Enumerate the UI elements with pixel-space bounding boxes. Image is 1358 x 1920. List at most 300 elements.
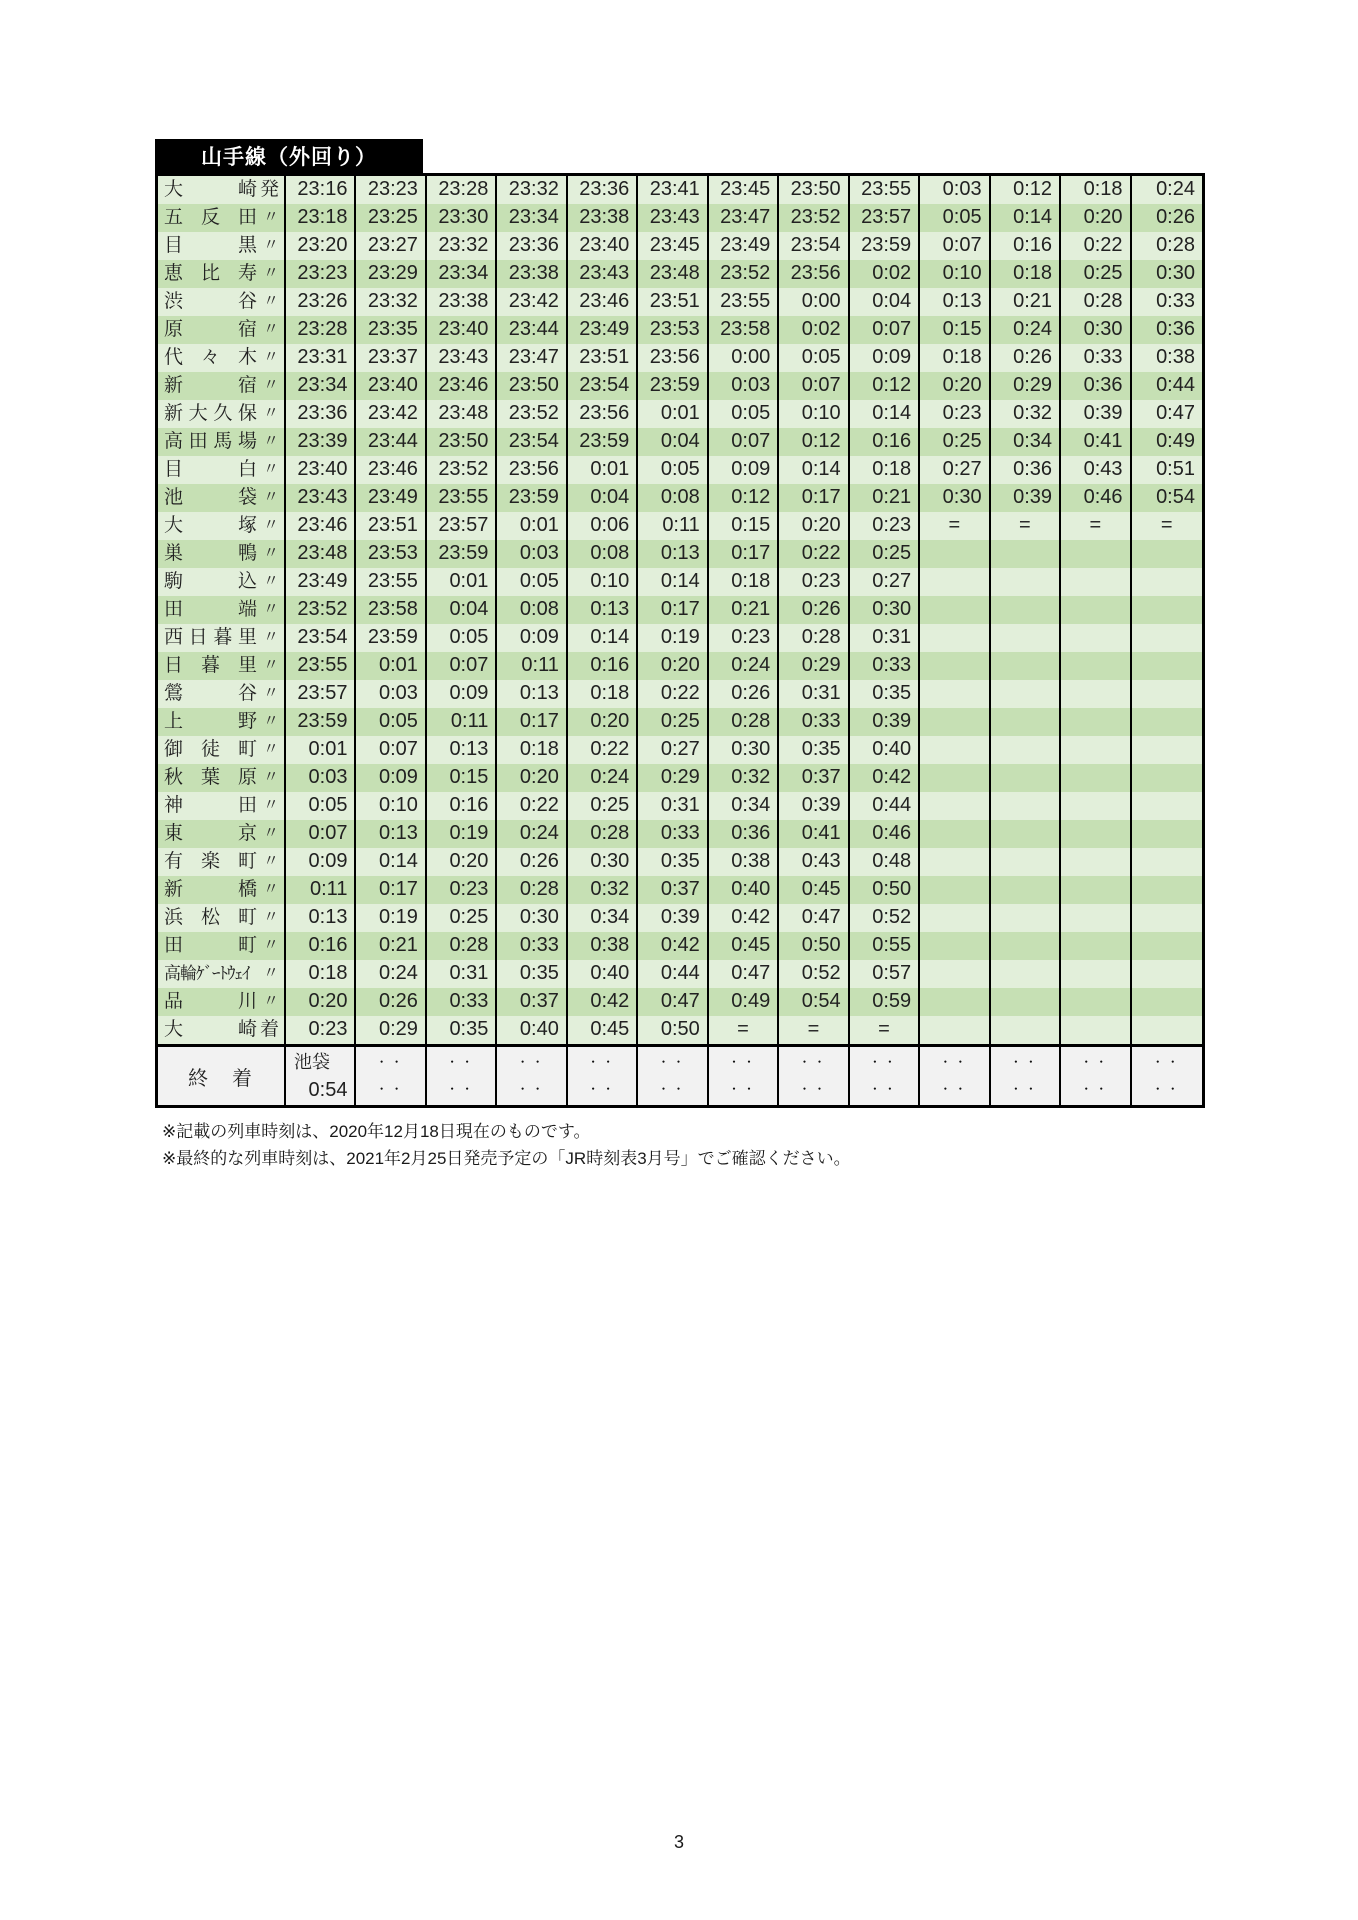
- time-cell: 0:13: [286, 904, 356, 932]
- station-suffix: 発: [259, 179, 279, 200]
- station-row: [158, 456, 1202, 484]
- time-cell: 0:34: [709, 792, 779, 820]
- time-cell: [991, 708, 1061, 736]
- station-suffix: 〃: [262, 741, 279, 758]
- station-row: [158, 848, 1202, 876]
- time-cell: 23:36: [568, 176, 638, 204]
- time-cell: 0:17: [638, 596, 708, 624]
- time-cell: 0:18: [991, 260, 1061, 288]
- time-cell: 0:36: [991, 456, 1061, 484]
- station-name-cell: 高 田 馬 場 〃: [158, 428, 286, 456]
- station-suffix: 〃: [262, 713, 279, 730]
- time-cell: 23:58: [356, 596, 426, 624]
- time-cell: 23:51: [568, 344, 638, 372]
- station-row: [158, 652, 1202, 680]
- time-cell: 0:35: [497, 960, 567, 988]
- page-number: 3: [673, 1832, 684, 1852]
- station-name-cell: 代 々 木 〃: [158, 344, 286, 372]
- time-cell: 0:05: [920, 204, 990, 232]
- station-name-cell: 上 野 〃: [158, 708, 286, 736]
- time-cell: 0:27: [638, 736, 708, 764]
- station-suffix: 〃: [262, 517, 279, 534]
- time-cell: 0:33: [850, 652, 920, 680]
- time-cell: [1061, 680, 1131, 708]
- time-cell: 0:31: [638, 792, 708, 820]
- time-cell: 23:52: [427, 456, 497, 484]
- time-cell: 0:50: [850, 876, 920, 904]
- time-cell: 23:51: [638, 288, 708, 316]
- time-cell: [920, 960, 990, 988]
- time-cell: 0:18: [286, 960, 356, 988]
- time-cell: 23:56: [638, 344, 708, 372]
- time-cell: [991, 764, 1061, 792]
- time-cell: 0:17: [356, 876, 426, 904]
- time-cell: 23:46: [286, 512, 356, 540]
- time-cell: 0:31: [427, 960, 497, 988]
- time-cell: 0:44: [638, 960, 708, 988]
- station-row: [158, 680, 1202, 708]
- time-cell: 0:14: [568, 624, 638, 652]
- time-cell: 0:38: [709, 848, 779, 876]
- time-cell: [1061, 652, 1131, 680]
- time-cell: 0:07: [920, 232, 990, 260]
- time-cell: 23:31: [286, 344, 356, 372]
- terminal-dots-cell: ・・ ・・: [1151, 1055, 1182, 1096]
- time-cell: [1061, 792, 1131, 820]
- time-cell: 0:09: [427, 680, 497, 708]
- station-name-cell: 有 楽 町 〃: [158, 848, 286, 876]
- time-cell: 0:24: [709, 652, 779, 680]
- time-cell: =: [709, 1016, 779, 1044]
- time-cell: 0:18: [497, 736, 567, 764]
- time-cell: 0:37: [779, 764, 849, 792]
- time-cell: 23:41: [638, 176, 708, 204]
- time-cell: 23:36: [497, 232, 567, 260]
- station-suffix: 〃: [262, 825, 279, 842]
- time-cell: [920, 736, 990, 764]
- station-suffix: 〃: [262, 293, 279, 310]
- time-cell: 23:50: [427, 428, 497, 456]
- time-cell: 0:43: [1061, 456, 1131, 484]
- time-cell: 23:57: [286, 680, 356, 708]
- station-name-cell: 目 黒 〃: [158, 232, 286, 260]
- station-suffix: 〃: [262, 797, 279, 814]
- station-suffix: 〃: [262, 965, 279, 982]
- time-cell: 0:26: [709, 680, 779, 708]
- time-cell: 0:14: [991, 204, 1061, 232]
- station-row: [158, 596, 1202, 624]
- station-row: [158, 260, 1202, 288]
- station-name-cell: 駒 込 〃: [158, 568, 286, 596]
- time-cell: 0:32: [568, 876, 638, 904]
- time-cell: [991, 960, 1061, 988]
- time-cell: [920, 708, 990, 736]
- time-cell: 0:25: [920, 428, 990, 456]
- station-suffix: 〃: [262, 349, 279, 366]
- time-cell: 0:35: [779, 736, 849, 764]
- time-cell: 23:43: [638, 204, 708, 232]
- time-cell: 23:27: [356, 232, 426, 260]
- time-cell: [1132, 848, 1202, 876]
- terminal-dots-cell: ・・ ・・: [850, 1047, 920, 1105]
- time-cell: [1132, 680, 1202, 708]
- time-cell: 0:01: [356, 652, 426, 680]
- station-suffix: 〃: [262, 545, 279, 562]
- time-cell: 0:17: [779, 484, 849, 512]
- time-cell: 23:59: [497, 484, 567, 512]
- station-row: [158, 568, 1202, 596]
- time-cell: 0:20: [920, 372, 990, 400]
- time-cell: 23:52: [497, 400, 567, 428]
- time-cell: 0:23: [779, 568, 849, 596]
- time-cell: 0:18: [709, 568, 779, 596]
- time-cell: 0:23: [920, 400, 990, 428]
- time-cell: 0:14: [779, 456, 849, 484]
- station-name-cell: 渋 谷 〃: [158, 288, 286, 316]
- time-cell: 23:59: [568, 428, 638, 456]
- time-cell: 0:09: [497, 624, 567, 652]
- time-cell: 23:38: [427, 288, 497, 316]
- time-cell: [920, 624, 990, 652]
- time-cell: 0:20: [779, 512, 849, 540]
- terminal-destination-cell: 池袋 0:54: [286, 1047, 356, 1105]
- time-cell: 0:05: [286, 792, 356, 820]
- time-cell: 0:33: [638, 820, 708, 848]
- time-cell: 23:38: [497, 260, 567, 288]
- time-cell: 0:44: [850, 792, 920, 820]
- station-name-cell: 巣 鴨 〃: [158, 540, 286, 568]
- terminal-row: [158, 1044, 1202, 1105]
- time-cell: 23:28: [427, 176, 497, 204]
- time-cell: 0:03: [286, 764, 356, 792]
- time-cell: 0:08: [638, 484, 708, 512]
- station-row: [158, 988, 1202, 1016]
- time-cell: 23:48: [638, 260, 708, 288]
- station-row: [158, 484, 1202, 512]
- time-cell: [1061, 624, 1131, 652]
- time-cell: 0:26: [1156, 206, 1195, 228]
- station-name-cell: 神 田 〃: [158, 792, 286, 820]
- time-cell: 0:18: [920, 344, 990, 372]
- station-name-cell: 秋 葉 原 〃: [158, 764, 286, 792]
- time-cell: 0:35: [850, 680, 920, 708]
- time-cell: 0:26: [779, 596, 849, 624]
- station-row: [158, 764, 1202, 792]
- time-cell: 23:56: [779, 260, 849, 288]
- station-name-cell: 御 徒 町 〃: [158, 736, 286, 764]
- time-cell: 23:42: [497, 288, 567, 316]
- time-cell: 0:34: [991, 428, 1061, 456]
- time-cell: 0:26: [497, 848, 567, 876]
- time-cell: 0:35: [638, 848, 708, 876]
- time-cell: 0:24: [1156, 178, 1195, 200]
- station-name-cell: 日 暮 里 〃: [158, 652, 286, 680]
- time-cell: [920, 596, 990, 624]
- timetable: [155, 173, 1205, 1108]
- station-suffix: 〃: [262, 881, 279, 898]
- time-cell: 0:04: [427, 596, 497, 624]
- time-cell: 23:34: [427, 260, 497, 288]
- time-cell: 23:59: [356, 624, 426, 652]
- footnote-1: ※記載の列車時刻は、2020年12月18日現在のものです。: [162, 1122, 591, 1141]
- time-cell: 0:14: [850, 400, 920, 428]
- time-cell: 0:52: [850, 904, 920, 932]
- time-cell: =: [1061, 512, 1131, 540]
- time-cell: 23:59: [427, 540, 497, 568]
- terminal-dots-cell: ・・ ・・: [568, 1047, 638, 1105]
- time-cell: 0:54: [1156, 486, 1195, 508]
- footnotes: [162, 1118, 851, 1172]
- time-cell: 0:30: [1156, 262, 1195, 284]
- time-cell: 0:33: [1061, 344, 1131, 372]
- time-cell: 0:15: [920, 316, 990, 344]
- time-cell: 0:23: [850, 512, 920, 540]
- time-cell: 0:38: [568, 932, 638, 960]
- time-cell: 0:10: [356, 792, 426, 820]
- station-suffix: 〃: [262, 657, 279, 674]
- time-cell: [920, 540, 990, 568]
- time-cell: [1061, 960, 1131, 988]
- time-cell: =: [850, 1016, 920, 1044]
- time-cell: 0:03: [920, 176, 990, 204]
- time-cell: =: [991, 512, 1061, 540]
- station-row: [158, 708, 1202, 736]
- time-cell: 0:42: [568, 988, 638, 1016]
- time-cell: 0:05: [779, 344, 849, 372]
- time-cell: 0:07: [356, 736, 426, 764]
- station-suffix: 〃: [262, 377, 279, 394]
- station-suffix: 〃: [262, 405, 279, 422]
- time-cell: 0:15: [709, 512, 779, 540]
- time-cell: 0:36: [709, 820, 779, 848]
- time-cell: 0:04: [638, 428, 708, 456]
- time-cell: 0:23: [709, 624, 779, 652]
- time-cell: 0:42: [638, 932, 708, 960]
- time-cell: [1132, 904, 1202, 932]
- time-cell: 0:31: [850, 624, 920, 652]
- station-suffix: 〃: [262, 853, 279, 870]
- time-cell: [991, 624, 1061, 652]
- time-cell: 23:58: [709, 316, 779, 344]
- time-cell: 0:01: [497, 512, 567, 540]
- time-cell: 0:02: [779, 316, 849, 344]
- time-cell: 23:56: [568, 400, 638, 428]
- time-cell: 0:41: [779, 820, 849, 848]
- time-cell: 0:05: [427, 624, 497, 652]
- station-suffix: 〃: [262, 237, 279, 254]
- time-cell: 0:01: [286, 736, 356, 764]
- time-cell: 0:33: [427, 988, 497, 1016]
- time-cell: 0:16: [286, 932, 356, 960]
- time-cell: 23:48: [286, 540, 356, 568]
- time-cell: 23:48: [427, 400, 497, 428]
- station-suffix: 〃: [262, 573, 279, 590]
- time-cell: 0:09: [709, 456, 779, 484]
- station-name-cell: 鶯 谷 〃: [158, 680, 286, 708]
- time-cell: [991, 848, 1061, 876]
- station-row: [158, 344, 1202, 372]
- station-row: [158, 232, 1202, 260]
- time-cell: 23:44: [356, 428, 426, 456]
- time-cell: 0:30: [850, 596, 920, 624]
- time-cell: 0:47: [709, 960, 779, 988]
- time-cell: 0:39: [991, 484, 1061, 512]
- time-cell: 0:16: [991, 232, 1061, 260]
- station-suffix: 着: [259, 1019, 279, 1040]
- time-cell: 0:24: [991, 316, 1061, 344]
- time-cell: 0:15: [427, 764, 497, 792]
- time-cell: [1061, 820, 1131, 848]
- station-name-cell: 新 宿 〃: [158, 372, 286, 400]
- time-cell: 0:52: [779, 960, 849, 988]
- time-cell: 23:32: [427, 232, 497, 260]
- time-cell: [991, 932, 1061, 960]
- time-cell: 0:20: [427, 848, 497, 876]
- time-cell: 0:39: [779, 792, 849, 820]
- station-suffix: 〃: [262, 265, 279, 282]
- terminal-dots-cell: ・・ ・・: [991, 1047, 1061, 1105]
- time-cell: 0:14: [356, 848, 426, 876]
- time-cell: 23:49: [568, 316, 638, 344]
- station-row: [158, 512, 1202, 540]
- station-suffix: 〃: [262, 909, 279, 926]
- time-cell: 0:50: [779, 932, 849, 960]
- time-cell: [1061, 932, 1131, 960]
- terminal-dots-cell: ・・ ・・: [709, 1047, 779, 1105]
- time-cell: 0:47: [1156, 402, 1195, 424]
- time-cell: 23:29: [356, 260, 426, 288]
- time-cell: 23:45: [638, 232, 708, 260]
- time-cell: 0:20: [497, 764, 567, 792]
- time-cell: 0:24: [356, 960, 426, 988]
- time-cell: 23:34: [286, 372, 356, 400]
- time-cell: 23:18: [286, 204, 356, 232]
- time-cell: 0:32: [991, 400, 1061, 428]
- time-cell: 23:55: [356, 568, 426, 596]
- station-suffix: 〃: [262, 993, 279, 1010]
- time-cell: 23:37: [356, 344, 426, 372]
- time-cell: 0:23: [286, 1016, 356, 1044]
- time-cell: 23:44: [497, 316, 567, 344]
- time-cell: 0:09: [286, 848, 356, 876]
- time-cell: [1132, 764, 1202, 792]
- time-cell: 0:22: [779, 540, 849, 568]
- time-cell: 0:30: [920, 484, 990, 512]
- time-cell: 23:54: [568, 372, 638, 400]
- time-cell: [920, 820, 990, 848]
- time-cell: 0:18: [850, 456, 920, 484]
- time-cell: 0:16: [568, 652, 638, 680]
- station-name-cell: 品 川 〃: [158, 988, 286, 1016]
- time-cell: 0:19: [638, 624, 708, 652]
- time-cell: 0:44: [1156, 374, 1195, 396]
- time-cell: 0:05: [497, 568, 567, 596]
- time-cell: 23:43: [286, 484, 356, 512]
- station-name-cell: 大 崎 発: [158, 176, 286, 204]
- time-cell: [991, 652, 1061, 680]
- time-cell: 0:13: [638, 540, 708, 568]
- time-cell: 0:11: [286, 876, 356, 904]
- time-cell: 0:04: [568, 484, 638, 512]
- time-cell: [1061, 568, 1131, 596]
- time-cell: 0:22: [1061, 232, 1131, 260]
- time-cell: 0:29: [779, 652, 849, 680]
- time-cell: [1132, 540, 1202, 568]
- time-cell: 23:32: [356, 288, 426, 316]
- time-cell: 0:49: [1156, 430, 1195, 452]
- station-name-cell: 池 袋 〃: [158, 484, 286, 512]
- time-cell: 0:37: [638, 876, 708, 904]
- time-cell: 0:34: [568, 904, 638, 932]
- station-suffix: 〃: [262, 461, 279, 478]
- time-cell: 0:26: [356, 988, 426, 1016]
- time-cell: 23:47: [497, 344, 567, 372]
- station-suffix: 〃: [262, 601, 279, 618]
- time-cell: [920, 1016, 990, 1044]
- time-cell: 0:39: [1061, 400, 1131, 428]
- station-suffix: 〃: [262, 937, 279, 954]
- time-cell: 0:39: [638, 904, 708, 932]
- time-cell: 0:14: [638, 568, 708, 596]
- time-cell: 23:52: [779, 204, 849, 232]
- time-cell: 23:38: [568, 204, 638, 232]
- time-cell: [920, 764, 990, 792]
- time-cell: 23:47: [709, 204, 779, 232]
- time-cell: 0:11: [497, 652, 567, 680]
- time-cell: [1132, 736, 1202, 764]
- time-cell: [1132, 652, 1202, 680]
- time-cell: 0:09: [850, 344, 920, 372]
- time-cell: 0:43: [779, 848, 849, 876]
- station-row: [158, 204, 1202, 232]
- time-cell: [1061, 848, 1131, 876]
- time-cell: 0:21: [991, 288, 1061, 316]
- time-cell: 23:39: [286, 428, 356, 456]
- time-cell: 0:16: [427, 792, 497, 820]
- time-cell: [1061, 988, 1131, 1016]
- time-cell: 0:57: [850, 960, 920, 988]
- time-cell: [1132, 1016, 1202, 1044]
- station-suffix: 〃: [262, 209, 279, 226]
- time-cell: [991, 596, 1061, 624]
- time-cell: 0:30: [497, 904, 567, 932]
- time-cell: 0:54: [779, 988, 849, 1016]
- terminal-dots-cell: ・・ ・・: [427, 1047, 497, 1105]
- time-cell: 23:28: [286, 316, 356, 344]
- time-cell: 0:01: [568, 456, 638, 484]
- terminal-dots-cell: ・・ ・・: [1061, 1047, 1131, 1105]
- station-name-cell: 大 塚 〃: [158, 512, 286, 540]
- time-cell: 0:28: [497, 876, 567, 904]
- time-cell: 23:40: [427, 316, 497, 344]
- time-cell: 0:21: [356, 932, 426, 960]
- time-cell: 23:32: [497, 176, 567, 204]
- station-name-cell: 浜 松 町 〃: [158, 904, 286, 932]
- station-suffix: 〃: [262, 769, 279, 786]
- time-cell: 23:49: [709, 232, 779, 260]
- time-cell: [991, 792, 1061, 820]
- time-cell: 0:28: [779, 624, 849, 652]
- time-cell: [991, 904, 1061, 932]
- station-name-cell: 東 京 〃: [158, 820, 286, 848]
- time-cell: 23:55: [286, 652, 356, 680]
- station-name-cell: 西 日 暮 里 〃: [158, 624, 286, 652]
- time-cell: 0:40: [709, 876, 779, 904]
- time-cell: 0:25: [638, 708, 708, 736]
- time-cell: 23:55: [709, 288, 779, 316]
- time-cell: 0:47: [779, 904, 849, 932]
- time-cell: 23:20: [286, 232, 356, 260]
